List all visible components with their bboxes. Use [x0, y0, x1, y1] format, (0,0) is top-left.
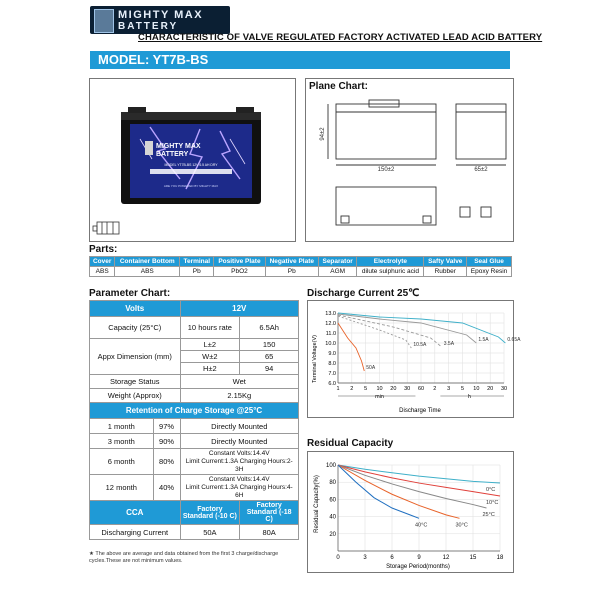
- discharge-series-label: 0.65A: [507, 337, 521, 343]
- residual-ylabel: Residual Capacity(%): [314, 475, 320, 533]
- discharge-x-tick: 60: [417, 386, 425, 392]
- discharge-x-tick: 20: [390, 386, 397, 392]
- parts-header: Positive Plate: [214, 257, 265, 267]
- parts-value: ABS: [115, 267, 180, 277]
- plane-chart-panel: [305, 78, 514, 242]
- dim-key: H±2: [180, 363, 240, 375]
- residual-series-label: 40°C: [415, 522, 428, 529]
- discharge-x-tick: 5: [460, 386, 465, 392]
- discharge-y-tick: 7.0: [328, 371, 336, 377]
- model-banner: MODEL: YT7B-BS: [90, 51, 510, 69]
- residual-xlabel: Storage Period(months): [386, 564, 450, 570]
- parts-header: Safty Valve: [424, 257, 467, 267]
- residual-chart-panel: [307, 451, 514, 573]
- dim-value: 94: [240, 363, 299, 375]
- footnote: ★ The above are average and data obtained from the first 3 charge/discharge cycles.These are not minimum values.: [89, 551, 279, 564]
- residual-series-label: 30°C: [455, 522, 468, 529]
- retention-status: Directly Mounted: [180, 419, 299, 434]
- discharge-xlabel: Discharge Time: [399, 408, 441, 414]
- residual-series-label: 25°C: [482, 512, 495, 518]
- discharging-current-label: Discharging Current: [90, 525, 181, 540]
- dim-key: L±2: [180, 339, 240, 351]
- parts-table: [89, 256, 512, 277]
- battery-image: [90, 79, 295, 241]
- battery-icon: [94, 9, 114, 33]
- label-slogan: ARE YOU POWERED BY MIGHTY MAX: [163, 184, 219, 188]
- charge-line2: Limit Current:1.3A Charging Hours:2-3H: [185, 457, 293, 473]
- parts-title: Parts:: [89, 244, 118, 255]
- residual-x-tick: 6: [390, 555, 394, 561]
- retention-month: 6 month: [90, 449, 154, 475]
- dim-width: 65±2: [474, 167, 488, 173]
- retention-month: 1 month: [90, 419, 154, 434]
- charge-line1: Constant Volts:14.4V: [208, 449, 270, 457]
- footnote-text: The above are average and data obtained from the first 3 charge/discharge cycles.These are not minimum values.: [89, 551, 279, 564]
- retention-status: Directly Mounted: [180, 434, 299, 449]
- parts-header: Cover: [90, 257, 115, 267]
- residual-x-tick: 15: [469, 555, 477, 561]
- residual-series-line: [338, 465, 419, 518]
- discharge-y-tick: 10.0: [325, 341, 336, 347]
- weight-label: Weight (Approx): [90, 389, 181, 403]
- volts-label: Volts: [90, 301, 181, 317]
- residual-chart-title: Residual Capacity: [307, 438, 394, 449]
- retention-header: Retention of Charge Storage @25°C: [90, 403, 299, 419]
- parts-value: Pb: [180, 267, 214, 277]
- residual-x-tick: 0: [336, 555, 340, 561]
- discharge-y-tick: 11.0: [325, 331, 336, 337]
- parameter-title: Parameter Chart:: [89, 288, 171, 299]
- storage-label: Storage Status: [90, 375, 181, 389]
- dc-value-18: 80A: [240, 525, 299, 540]
- parts-value: PbO2: [214, 267, 265, 277]
- discharge-chart-panel: [307, 300, 521, 418]
- discharge-x-tick: 10: [473, 386, 480, 392]
- discharge-series-label: 10.5A: [413, 342, 427, 348]
- residual-y-tick: 100: [325, 463, 336, 469]
- parts-value: ABS: [90, 267, 115, 277]
- plane-chart-drawing: [306, 79, 513, 241]
- capacity-label: Capacity (25°C): [90, 317, 181, 339]
- dim-value: 65: [240, 351, 299, 363]
- residual-series-label: 0°C: [486, 487, 496, 494]
- label-brand2: BATTERY: [156, 151, 189, 158]
- discharge-x-tick: 20: [487, 386, 494, 392]
- terminal-diagram: [93, 222, 119, 234]
- brand-logo: [90, 6, 230, 34]
- retention-percent: 40%: [153, 475, 180, 501]
- discharge-unit-min: min: [375, 394, 384, 400]
- parts-value: AGM: [319, 267, 357, 277]
- discharge-y-tick: 9.0: [328, 351, 336, 357]
- discharge-y-tick: 6.0: [328, 381, 336, 387]
- dim-length: 150±2: [377, 167, 395, 173]
- charge-line2: Limit Current:1.3A Charging Hours:4-6H: [185, 483, 293, 499]
- discharge-y-tick: 12.0: [325, 321, 336, 327]
- retention-percent: 80%: [153, 449, 180, 475]
- residual-x-tick: 12: [442, 555, 450, 561]
- discharge-y-tick: 8.0: [328, 361, 336, 367]
- dim-key: W±2: [180, 351, 240, 363]
- discharge-series-label: 3.5A: [443, 341, 455, 347]
- parts-value: Epoxy Resin: [467, 267, 512, 277]
- residual-x-tick: 3: [363, 555, 367, 561]
- discharge-x-tick: 30: [404, 386, 411, 392]
- cca-label: CCA: [90, 501, 181, 525]
- dim-height: 94±2: [320, 127, 326, 141]
- capacity-rate: 10 hours rate: [180, 317, 240, 339]
- brand-line1: MIGHTY MAX: [118, 9, 204, 21]
- parts-value: Rubber: [424, 267, 467, 277]
- parts-header: Separator: [319, 257, 357, 267]
- label-brand1: MIGHTY MAX: [156, 143, 201, 150]
- residual-y-tick: 40: [329, 514, 336, 521]
- storage-value: Wet: [180, 375, 299, 389]
- retention-month: 3 month: [90, 434, 154, 449]
- volts-value: 12V: [180, 301, 299, 317]
- charge-line1: Constant Volts:14.4V: [208, 475, 270, 483]
- parts-header: Seal Glue: [467, 257, 512, 267]
- factory-standard-18: Factory Standard (-18 C): [240, 501, 299, 525]
- parts-value: dilute sulphuric acid: [357, 267, 424, 277]
- parts-header: Terminal: [180, 257, 214, 267]
- residual-y-tick: 60: [329, 497, 336, 504]
- factory-standard-10: Factory Standard (-10 C): [180, 501, 240, 525]
- page-title: CHARACTERISTIC OF VALVE REGULATED FACTORY ACTIVATED LEAD ACID BATTERY: [138, 32, 543, 43]
- residual-x-tick: 18: [496, 555, 504, 561]
- residual-x-tick: 9: [417, 555, 421, 561]
- dimension-label: Appx Dimension (mm): [90, 339, 181, 375]
- parts-header: Electrolyte: [357, 257, 424, 267]
- discharge-series-line: [338, 323, 364, 371]
- residual-y-tick: 20: [329, 531, 336, 538]
- battery-photo-panel: [89, 78, 296, 242]
- residual-y-tick: 80: [329, 480, 336, 487]
- discharge-x-tick: 30: [500, 386, 508, 392]
- parts-header: Container Bottom: [115, 257, 180, 267]
- residual-chart: [308, 452, 513, 572]
- discharge-x-tick: 3: [447, 386, 451, 392]
- parts-header: Negative Plate: [265, 257, 319, 267]
- discharge-chart: [308, 301, 521, 417]
- dc-value-10: 50A: [180, 525, 240, 540]
- parameter-table: [89, 300, 299, 540]
- plane-chart-title: Plane Chart:: [309, 81, 368, 92]
- discharge-series-label: 50A: [366, 365, 376, 371]
- discharge-x-tick: 1: [336, 386, 340, 392]
- retention-month: 12 month: [90, 475, 154, 501]
- residual-series-label: 10°C: [486, 499, 499, 506]
- dim-value: 150: [240, 339, 299, 351]
- discharge-x-tick: 2: [433, 386, 437, 392]
- discharge-x-tick: 10: [376, 386, 383, 392]
- weight-value: 2.15Kg: [180, 389, 299, 403]
- brand-line2: BATTERY: [118, 21, 179, 32]
- capacity-value: 6.5Ah: [240, 317, 299, 339]
- discharge-chart-title: Discharge Current 25℃: [307, 288, 420, 299]
- discharge-x-tick: 2: [350, 386, 354, 392]
- retention-percent: 90%: [153, 434, 180, 449]
- discharge-x-tick: 5: [364, 386, 368, 392]
- discharge-series-label: 1.5A: [478, 337, 489, 343]
- discharge-unit-h: h: [467, 394, 471, 400]
- label-model: MODEL YT7B-BS 12V 6.5 AH DRY: [164, 163, 218, 167]
- discharge-y-tick: 13.0: [325, 311, 336, 317]
- parts-value: Pb: [265, 267, 319, 277]
- retention-percent: 97%: [153, 419, 180, 434]
- discharge-ylabel: Terminal Voltage(V): [312, 335, 318, 383]
